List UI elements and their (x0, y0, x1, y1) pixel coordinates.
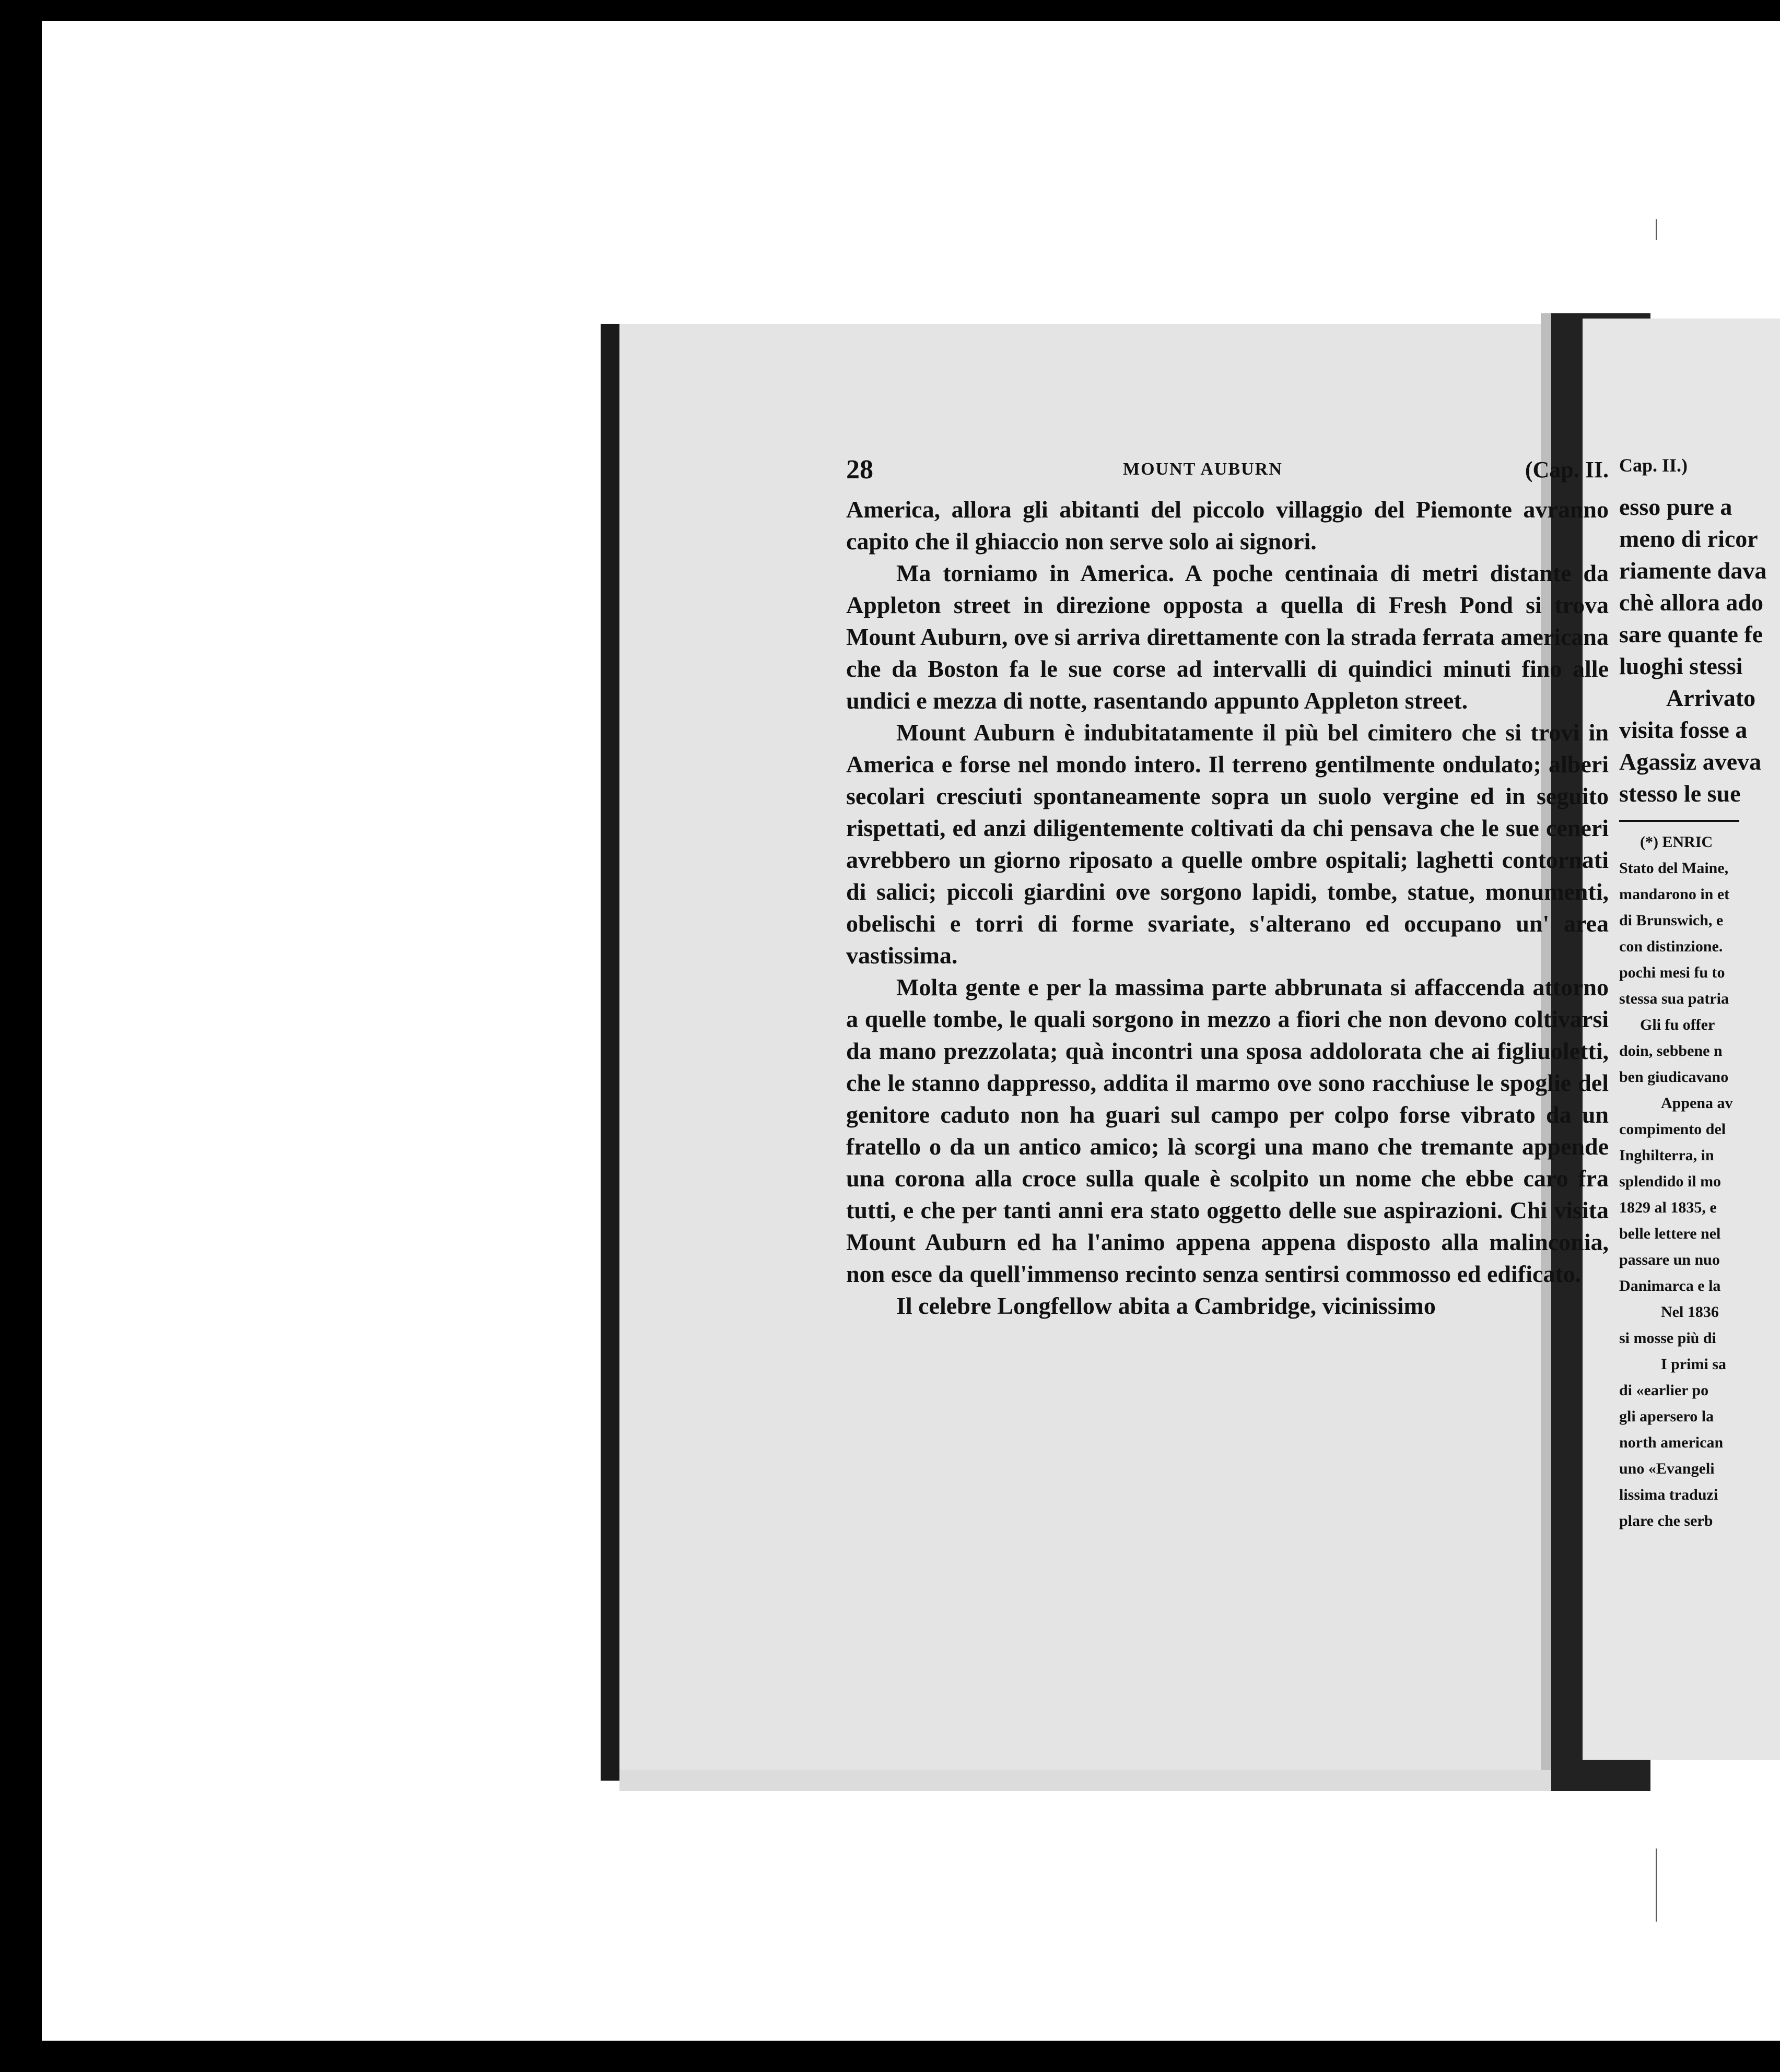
paragraph: Mount Auburn è indubitatamente il più bel cimitero che si trovi in America e forse nel mondo intero. Il terreno gentilmente ondulato; alberi secolari cresciuti spontaneamente sopra un suolo vergine ed in seguito rispettati, ed anzi diligentemente coltivati da chi pensava che le sue ceneri avrebbero un giorno riposato a quelle ombre ospitali; laghetti contornati di salici; piccoli giardini ove sorgono lapidi, tombe, statue, monumenti, obelischi e torri di forme svariate, s'alterano ed occupano un' area vastissima. (846, 719, 1609, 969)
left-page-header (846, 454, 1609, 491)
text-line: chè allora ado (1619, 589, 1763, 616)
text-line: sare quante fe (1619, 621, 1763, 648)
footnote-line: north american (1619, 1434, 1724, 1451)
scan-artifact-mark (1656, 219, 1657, 240)
text-line: stesso le sue (1619, 780, 1741, 807)
footnote-line: Stato del Maine, (1619, 860, 1729, 877)
running-title: MOUNT AUBURN (1123, 460, 1283, 479)
right-page-chapter-reference: Cap. II.) (1619, 455, 1688, 476)
paragraph: Il celebre Longfellow abita a Cambridge, vicinissimo (896, 1292, 1436, 1319)
right-page-text-column (1619, 454, 1780, 1534)
scan-border-top (0, 0, 1780, 21)
footnote-line: compimento del (1619, 1121, 1726, 1138)
footnote-line: mandarono in et (1619, 886, 1730, 903)
text-line: esso pure a (1619, 493, 1732, 520)
footnote-line: di «earlier po (1619, 1382, 1709, 1399)
book-cover-edge (601, 324, 619, 1781)
scan-artifact-line (1656, 1849, 1657, 1922)
paragraph: America, allora gli abitanti del piccolo villaggio del Piemonte avranno capito che il ghiaccio non serve solo ai signori. (846, 496, 1609, 555)
footnote-line: Gli fu offer (1640, 1016, 1715, 1033)
footnotes (1619, 829, 1780, 1534)
text-line: Agassiz aveva (1619, 748, 1762, 775)
footnote-line: uno «Evangeli (1619, 1460, 1715, 1477)
text-line: visita fosse a (1619, 716, 1748, 743)
footnote-line: Inghilterra, in (1619, 1147, 1714, 1164)
footnote-line: (*) ENRIC (1640, 833, 1713, 851)
footnote-line: Nel 1836 (1661, 1303, 1719, 1321)
footnote-line: I primi sa (1661, 1356, 1727, 1373)
footnote-line: Appena av (1661, 1094, 1733, 1112)
footnote-line: si mosse più di (1619, 1329, 1716, 1347)
right-page-body (1619, 491, 1780, 809)
footnote-line: pochi mesi fu to (1619, 964, 1725, 981)
open-book (595, 313, 1780, 1791)
footnote-line: Danimarca e la (1619, 1277, 1721, 1294)
text-line: luoghi stessi (1619, 653, 1743, 679)
chapter-reference: (Cap. II. (1525, 457, 1609, 482)
footnote-line: gli apersero la (1619, 1408, 1714, 1425)
footnote-rule (1619, 820, 1739, 822)
footnote-line: splendido il mo (1619, 1173, 1722, 1190)
footnote-line: ben giudicavano (1619, 1068, 1729, 1086)
paragraph: Molta gente e per la massima parte abbrunata si affaccenda attorno a quelle tombe, le quali sorgono in mezzo a fiori che non devono coltivarsi da mano prezzolata; quà incontri una sposa addolorata che ai figliuoletti, che le stanno dappresso, addita il marmo ove sono racchiuse le spoglie del genitore caduto non ha guari sul campo per colpo forse vibrato da un fratello o da un antico amico; là scorgi una mano che tremante appende una corona alla croce sulla quale è scolpito un nome che ebbe caro fra tutti, e che per tanti anni era stato oggetto delle sue aspirazioni. Chi visita Mount Auburn ed ha l'animo appena appena disposto alla malinconia, non esce da quell'immenso recinto senza sentirsi commosso ed edificato. (846, 974, 1609, 1287)
paragraph: Ma torniamo in America. A poche centinaia di metri distante da Appleton street in direzione opposta a quella di Fresh Pond si trova Mount Auburn, ove si arriva direttamente con la strada ferrata americana che da Boston fa le sue corse ad intervalli di quindici minuti fino alle undici e mezza di notte, rasentando appunto Appleton street. (846, 560, 1609, 714)
scan-border-left (0, 0, 42, 2072)
text-line: Arrivato (1666, 685, 1756, 711)
text-line: riamente dava (1619, 557, 1767, 584)
page-number: 28 (846, 455, 873, 485)
text-line: meno di ricor (1619, 525, 1758, 552)
left-page-body (846, 493, 1609, 1322)
footnote-line: belle lettere nel (1619, 1225, 1721, 1242)
footnote-line: stessa sua patria (1619, 990, 1729, 1007)
footnote-line: passare un nuo (1619, 1251, 1720, 1268)
footnote-line: con distinzione. (1619, 938, 1723, 955)
footnote-line: doin, sebbene n (1619, 1042, 1723, 1059)
footnote-line: plare che serb (1619, 1512, 1713, 1529)
footnote-line: 1829 al 1835, e (1619, 1199, 1717, 1216)
footnote-line: di Brunswich, e (1619, 912, 1724, 929)
footnote-line: lissima traduzi (1619, 1486, 1718, 1503)
scan-border-bottom (0, 2041, 1780, 2072)
